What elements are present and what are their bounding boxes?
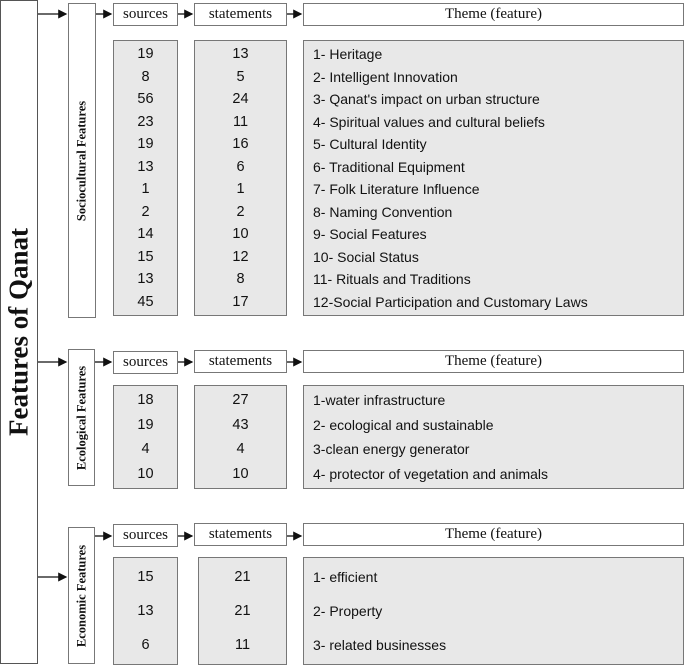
- main-title: Features of Qanat: [3, 228, 34, 436]
- sources-cell: 19: [137, 416, 154, 433]
- sources-cell: 8: [141, 68, 150, 85]
- theme-column: [303, 40, 684, 316]
- sources-cell: 13: [137, 271, 154, 288]
- sources-cell: 45: [137, 293, 154, 310]
- header-statements: statements: [194, 350, 287, 373]
- theme-cell: 5- Cultural Identity: [313, 136, 427, 153]
- header-theme: Theme (feature): [303, 3, 684, 26]
- category-ecological: [68, 349, 95, 486]
- sources-cell: 14: [137, 226, 154, 243]
- category-label: Sociocultural Features: [74, 100, 89, 221]
- theme-column: [303, 385, 684, 489]
- header-statements: statements: [194, 523, 287, 546]
- theme-cell: 7- Folk Literature Influence: [313, 181, 480, 198]
- statements-column: [198, 557, 287, 665]
- sources-column: [113, 385, 178, 489]
- sources-cell: 6: [141, 637, 150, 653]
- statements-cell: 10: [232, 465, 249, 482]
- statements-cell: 11: [234, 637, 251, 653]
- sources-cell: 15: [137, 248, 154, 265]
- header-theme: Theme (feature): [303, 523, 684, 546]
- sources-cell: 4: [141, 441, 150, 458]
- statements-cell: 1: [236, 181, 245, 198]
- sources-cell: 13: [137, 158, 154, 175]
- statements-cell: 12: [232, 248, 249, 265]
- header-statements: statements: [194, 3, 287, 26]
- statements-cell: 13: [232, 46, 249, 63]
- category-sociocultural: [68, 3, 96, 318]
- sources-cell: 19: [137, 46, 154, 63]
- sources-cell: 10: [137, 465, 154, 482]
- theme-cell: 2- Intelligent Innovation: [313, 68, 458, 85]
- statements-cell: 6: [236, 158, 245, 175]
- statements-cell: 21: [234, 603, 251, 619]
- statements-column: [194, 385, 287, 489]
- sources-cell: 18: [137, 392, 154, 409]
- theme-cell: 10- Social Status: [313, 248, 419, 265]
- statements-cell: 17: [232, 293, 249, 310]
- statements-cell: 16: [232, 136, 249, 153]
- theme-cell: 1- Heritage: [313, 46, 383, 63]
- statements-cell: 8: [236, 271, 245, 288]
- statements-cell: 5: [236, 68, 245, 85]
- sources-cell: 2: [141, 203, 150, 220]
- theme-cell: 9- Social Features: [313, 226, 427, 243]
- theme-cell: 1-water infrastructure: [313, 392, 446, 409]
- theme-column: [303, 557, 684, 665]
- theme-cell: 4- protector of vegetation and animals: [313, 465, 549, 482]
- theme-cell: 3- related businesses: [313, 637, 447, 653]
- category-label: Economic Features: [74, 544, 88, 647]
- theme-cell: 6- Traditional Equipment: [313, 158, 465, 175]
- main-title-box: [0, 0, 38, 664]
- sources-cell: 1: [141, 181, 150, 198]
- sources-cell: 56: [137, 91, 154, 108]
- theme-cell: 8- Naming Convention: [313, 203, 453, 220]
- sources-cell: 15: [137, 569, 154, 585]
- theme-cell: 4- Spiritual values and cultural beliefs: [313, 113, 545, 130]
- sources-column: [113, 40, 178, 316]
- header-sources: sources: [113, 351, 178, 374]
- theme-cell: 11- Rituals and Traditions: [313, 271, 471, 288]
- header-sources: sources: [113, 3, 178, 26]
- category-label: Ecological Features: [74, 365, 88, 470]
- header-theme: Theme (feature): [303, 350, 684, 373]
- category-economic: [68, 527, 95, 664]
- theme-cell: 1- efficient: [313, 569, 378, 585]
- statements-cell: 10: [232, 226, 249, 243]
- statements-cell: 2: [236, 203, 245, 220]
- statements-cell: 24: [232, 91, 249, 108]
- header-sources: sources: [113, 524, 178, 547]
- statements-cell: 21: [234, 569, 251, 585]
- sources-cell: 23: [137, 113, 154, 130]
- sources-cell: 13: [137, 603, 154, 619]
- theme-cell: 2- Property: [313, 603, 383, 619]
- theme-cell: 3-clean energy generator: [313, 441, 470, 458]
- statements-cell: 43: [232, 416, 249, 433]
- theme-cell: 2- ecological and sustainable: [313, 416, 494, 433]
- statements-cell: 11: [232, 113, 249, 130]
- theme-cell: 3- Qanat's impact on urban structure: [313, 91, 540, 108]
- sources-cell: 19: [137, 136, 154, 153]
- statements-column: [194, 40, 287, 316]
- theme-cell: 12-Social Participation and Customary Laws: [313, 293, 588, 310]
- statements-cell: 27: [232, 392, 249, 409]
- statements-cell: 4: [236, 441, 245, 458]
- sources-column: [113, 557, 178, 665]
